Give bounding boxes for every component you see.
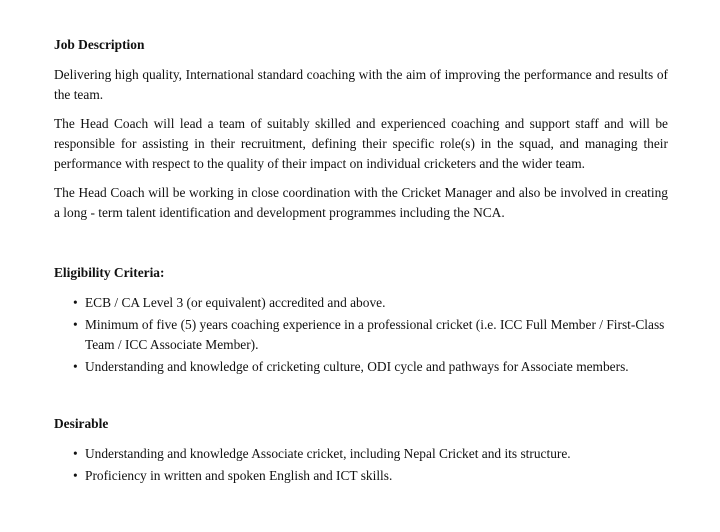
list-item-text: Understanding and knowledge Associate cricket, including Nepal Cricket and its structure.: [85, 446, 571, 461]
list-item-text: Proficiency in written and spoken English and ICT skills.: [85, 468, 393, 483]
job-description-paragraph: The Head Coach will lead a team of suitably skilled and experienced coaching and support staff and will be responsible for assisting in their recruitment, defining their specific role(s) in the squad, and managing their performance with respect to the quality of their impact on individual cricketers and the wider team.: [54, 116, 668, 171]
list-item-text: Minimum of five (5) years coaching experience in a professional cricket (i.e. ICC Full Member / First-Class Team / ICC Associate Member).: [85, 317, 665, 352]
list-item-text: ECB / CA Level 3 (or equivalent) accredited and above.: [85, 295, 386, 310]
desirable-heading: Desirable: [54, 416, 109, 431]
job-description-paragraph: Delivering high quality, International standard coaching with the aim of improving the performance and results of the team.: [54, 67, 668, 102]
list-item: [54, 466, 668, 486]
desirable-list: [54, 444, 668, 486]
list-item-text: Understanding and knowledge of cricketing culture, ODI cycle and pathways for Associate members.: [85, 359, 629, 374]
list-item: [54, 357, 668, 377]
bullet-icon: •: [73, 295, 78, 310]
bullet-icon: •: [73, 317, 78, 332]
eligibility-criteria-heading: Eligibility Criteria:: [54, 265, 165, 280]
job-description-heading: Job Description: [54, 37, 145, 52]
job-description-paragraph: The Head Coach will be working in close coordination with the Cricket Manager and also be involved in creating a long - term talent identification and development programmes including the NCA.: [54, 185, 668, 220]
eligibility-criteria-list: [54, 293, 668, 377]
document-page: [54, 35, 668, 488]
list-item: [54, 315, 668, 355]
list-item: [54, 293, 668, 313]
bullet-icon: •: [73, 359, 78, 374]
bullet-icon: •: [73, 446, 78, 461]
bullet-icon: •: [73, 468, 78, 483]
list-item: [54, 444, 668, 464]
